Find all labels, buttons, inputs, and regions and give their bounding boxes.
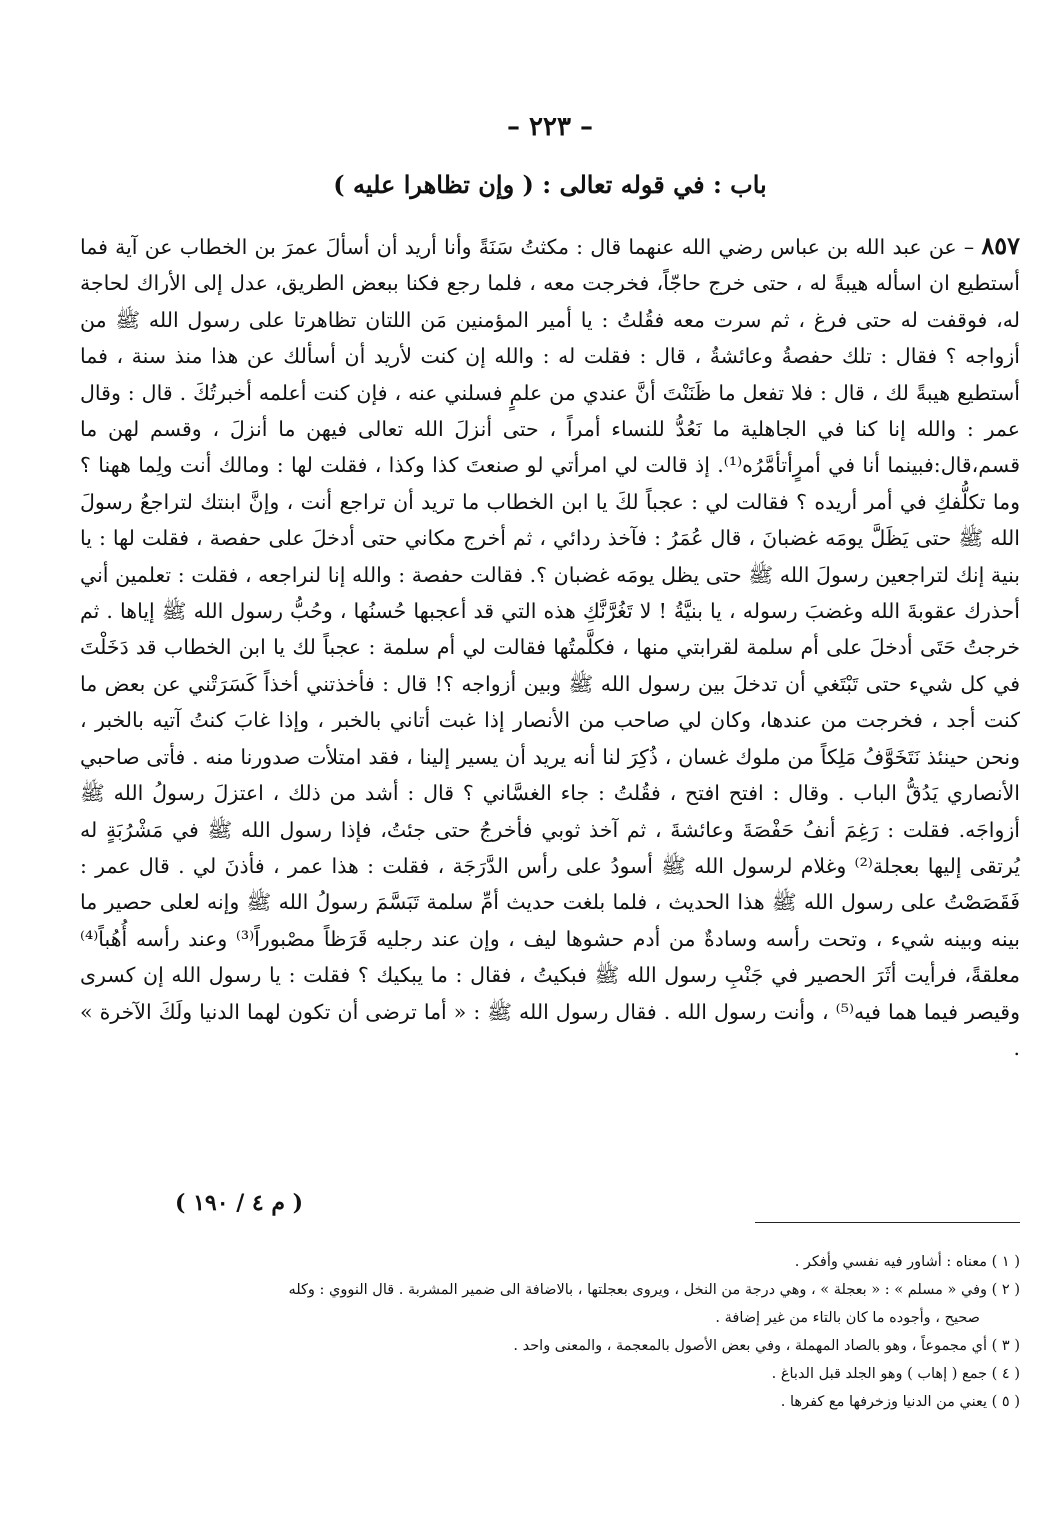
footnote-5: ( ٥ ) يعني من الدنيا وزخرفها مع كفرها .	[780, 1394, 1020, 1410]
footnote-3: ( ٣ ) أي مجموعاً ، وهو بالصاد المهملة ، وفي بعض الأصول بالمعجمة ، والمعنى واحد .	[513, 1338, 1020, 1354]
hadith-text: – عن عبد الله بن عباس رضي الله عنهما قال : مكثتُ سَنَةً وأنا أريد أن أسألَ عمرَ بن الخطاب عن آية فما أستطيع ان اسأله هيبةً له ، حتى خرج حاجّاً، فخرجت معه ، فلما رجع فكنا ببعض الطريق، عدل إلى الأراك لحاجة له، فوقفت له حتى فرغ ، ثم سرت معه فقُلتُ : يا أمير المؤمنين مَن اللتان تظاهرتا على رسول الله ﷺ من أزواجه ؟ فقال : تلك حفصةُ وعائشةُ ، قال : فقلت له : والله إن كنت لأريد أن أسألك عن هذا منذ سنة ، فما أستطيع هيبةً لك ، قال : فلا تفعل ما ظَنَنْتَ أنَّ عندي من علمٍ فسلني عنه ، فإن كنت أعلمه أخبرتُكَ . قال : وقال عمر : والله إنا كنا في الجاهلية ما نَعُدُّ للنساء أمراً ، حتى أنزلَ الله تعالى فيهن ما أنزلَ ، وقسم لهن ما قسم،قال:فبينما أنا في أمرٍأتأمَّرُه⁽¹⁾. إذ قالت لي امرأتي لو صنعتَ كذا وكذا ، فقلت لها : ومالك أنت ولِما ههنا ؟ وما تكلُّفكِ في أمر أريده ؟ فقالت لي : عجباً لكَ يا ابن الخطاب ما تريد أن تراجع أنت ، وإنَّ ابنتك لتراجعُ رسولَ الله ﷺ حتى يَظَلَّ يومَه غضبانَ ، قال عُمَرُ : فآخذ ردائي ، ثم أخرج مكاني حتى أدخلَ على حفصة ، فقلت لها : يا بنية إنك لتراجعين رسولَ الله ﷺ حتى يظل يومَه غضبان ؟. فقالت حفصة : والله إنا لنراجعه ، فقلت : تعلمين أني أحذرك عقوبةَ الله وغضبَ رسوله ، يا بنيَّةُ ! لا تَغُرَّنَّكِ هذه التي قد أعجبها حُسنُها ، وحُبُّ رسول الله ﷺ إياها . ثم خرجتُ حَتَى أدخلَ على أم سلمة لقرابتي منها ، فكلَّمتُها فقالت لي أم سلمة : عجباً لك يا ابن الخطاب قد دَخَلْتَ في كل شيء حتى تَبْتَغي أن تدخلَ بين رسول الله ﷺ وبين أزواجه ؟! قال : فأخذتني أخذاً كَسَرَتْني عن بعض ما كنت أجد ، فخرجت من عندها، وكان لي صاحب من الأنصار إذا غبت أتاني بالخبر ، وإذا غابَ كنتُ آتيه بالخبر ، ونحن حينئذ نَتَخَوَّفُ مَلِكاً من ملوك غسان ، ذُكِرَ لنا أنه يريد أن يسير إلينا ، فقد امتلأت صدورنا منه . فأتى صاحبي الأنصاري يَدُقُّ الباب . وقال : افتح افتح ، فقُلتُ : جاء الغسَّاني ؟ قال : أشد من ذلك ، اعتزلَ رسولُ الله ﷺ أزواجَه. فقلت : رَغِمَ أنفُ حَفْصَةَ وعائشةَ ، ثم آخذ ثوبي فأخرجُ حتى جئتُ، فإذا رسول الله ﷺ في مَشْرُبَةٍ له يُرتقى إليها بعجلة⁽²⁾ وغلام لرسول الله ﷺ أسودُ على رأس الدَّرَجَة ، فقلت : هذا عمر ، فأذنَ لي . قال عمر : فَقَصَصْتُ على رسول الله ﷺ هذا الحديث ، فلما بلغت حديث أمِّ سلمة تَبَسَّمَ رسولُ الله ﷺ وإنه لعلى حصير ما بينه وبينه شيء ، وتحت رأسه وسادةٌ من أدم حشوها ليف ، وإن عند رجليه قَرَظاً مصْبوراً⁽³⁾ وعند رأسه أُهُباً⁽⁴⁾ معلقةً، فرأيت أثَرَ الحصير في جَنْبِ رسول الله ﷺ فبكيتُ ، فقال : ما يبكيك ؟ فقلت : يا رسول الله إن كسرى وقيصر فيما هما فيه⁽⁵⁾ ، وأنت رسول الله . فقال رسول الله ﷺ : « أما ترضى أن تكون لهما الدنيا ولَكَ الآخرة » .	[80, 235, 1021, 1060]
page-number: – ٢٢٣ –	[506, 112, 594, 142]
footnote-2: ( ٢ ) وفي « مسلم » : « بعجلة » ، وهي درجة من النخل ، ويروى بعجلتها ، بالاضافة الى ضمير المشربة . قال النووي : وكله	[288, 1282, 1020, 1298]
hadith-body	[80, 228, 1020, 1066]
chapter-title: باب : في قوله تعالى : ( وإن تظاهرا عليه )	[333, 170, 767, 199]
footnote-2-continuation: صحيح ، وأجوده ما كان بالتاء من غير إضافة .	[715, 1310, 980, 1326]
footnote-4: ( ٤ ) جمع ( إهاب ) وهو الجلد قبل الدباغ .	[771, 1366, 1020, 1382]
footnote-divider	[755, 1222, 1020, 1223]
book-page	[80, 0, 1020, 1534]
footnotes	[80, 1248, 1020, 1416]
footnote-1: ( ١ ) معناه : أشاور فيه نفسي وأفكر .	[794, 1254, 1020, 1270]
source-reference: ( م ٤ / ١٩٠ )	[175, 1190, 304, 1216]
hadith-number: ٨٥٧	[981, 231, 1020, 260]
hadith-paragraph	[80, 228, 1020, 1066]
